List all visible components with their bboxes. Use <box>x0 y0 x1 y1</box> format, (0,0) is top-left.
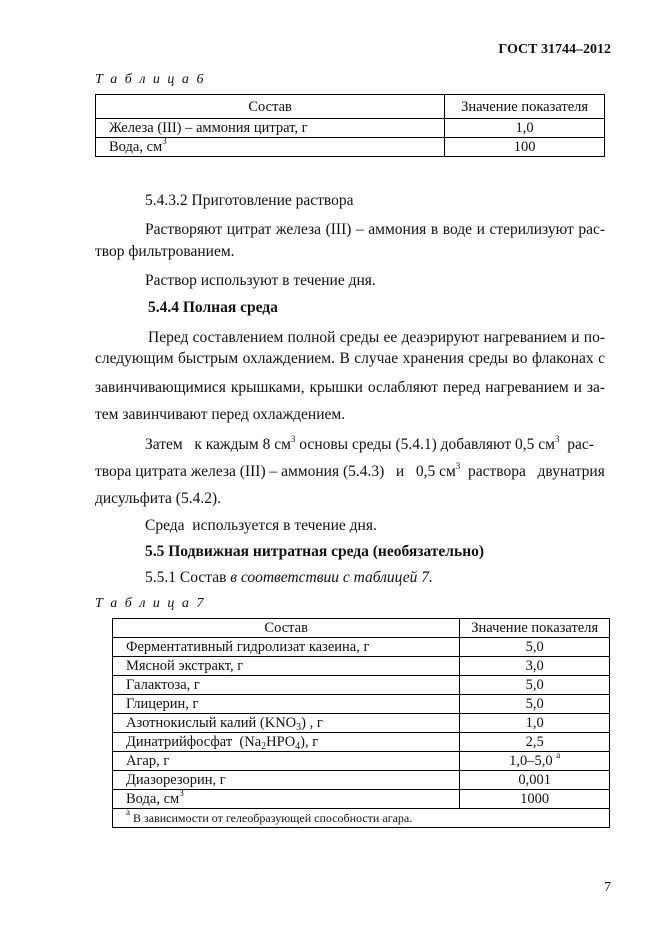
table6-row-name: Железа (III) – аммония цитрат, г <box>96 119 445 138</box>
table7-footnote <box>113 809 610 828</box>
table-row <box>113 790 610 809</box>
table7-row-value: 3,0 <box>460 657 610 676</box>
paragraph-line: Среда используется в течение дня. <box>145 517 377 534</box>
table7-row-value: 5,0 <box>460 676 610 695</box>
table7-row-name: Галактоза, г <box>113 676 460 695</box>
table6-row-name <box>96 138 445 157</box>
paragraph-line: Раствор используют в течение дня. <box>145 272 376 289</box>
text-run: 5.5.1 Состав <box>145 569 231 586</box>
table7-row-value <box>460 752 610 771</box>
table6-header-composition: Состав <box>96 95 445 119</box>
text-run: HPO <box>266 734 296 750</box>
table7-row-name: Диазорезорин, г <box>113 771 460 790</box>
table6-caption <box>95 72 203 88</box>
superscript: 3 <box>179 788 184 798</box>
table-row <box>113 733 610 752</box>
superscript: 3 <box>455 461 461 471</box>
table7 <box>112 618 610 828</box>
superscript: 3 <box>555 434 560 444</box>
table6-header-row <box>96 95 605 119</box>
table-row <box>96 119 605 138</box>
table7-row-value: 5,0 <box>460 638 610 657</box>
page-number: 7 <box>604 880 611 895</box>
paragraph-line: следующим быстрым охлаждением. В случае хранения среды во флаконах с <box>95 350 605 367</box>
table6-row-value: 1,0 <box>445 119 605 138</box>
text-run: Азотнокислый калий (KNO <box>126 715 297 731</box>
text-run: твора цитрата железа (III) – аммония (5.4.3) и 0,5 см <box>95 463 456 480</box>
text-run: Затем к каждым 8 см <box>145 436 291 453</box>
text-run: Вода, см <box>126 791 180 807</box>
paragraph-line: твор фильтрованием. <box>95 243 235 260</box>
section-5-4-4-heading: 5.4.4 Полная среда <box>148 299 278 316</box>
subscript: 3 <box>296 722 302 733</box>
text-run: ), г <box>300 734 319 750</box>
table6-caption-label: Т а б л и ц а <box>95 72 191 87</box>
table-row <box>113 714 610 733</box>
table-row <box>113 771 610 790</box>
table7-row-name: Агар, г <box>113 752 460 771</box>
superscript: 3 <box>162 136 167 146</box>
text-run: рас- <box>559 436 594 453</box>
table7-row-name <box>113 733 460 752</box>
table-row <box>113 695 610 714</box>
table7-row-value: 5,0 <box>460 695 610 714</box>
superscript: 3 <box>290 434 296 444</box>
subscript: 2 <box>261 741 267 752</box>
footnote-marker: а <box>556 750 561 760</box>
table7-row-name: Мясной экстракт, г <box>113 657 460 676</box>
table6-header-value: Значение показателя <box>445 95 605 119</box>
text-run-italic: в соответствии с таблицей 7. <box>230 569 433 586</box>
footnote-text: В зависимости от гелеобразующей способности агара. <box>130 811 413 825</box>
table7-caption <box>95 596 203 612</box>
table7-row-value: 2,5 <box>460 733 610 752</box>
text-run: 1,0–5,0 <box>509 753 553 769</box>
table-row <box>113 752 610 771</box>
table7-row-value: 1,0 <box>460 714 610 733</box>
paragraph-line: Перед составлением полной среды ее деаэрируют нагреванием и по- <box>148 329 605 346</box>
footnote-marker: а <box>126 807 130 817</box>
table-row <box>113 657 610 676</box>
paragraph-line <box>145 435 605 454</box>
table6 <box>95 94 605 157</box>
table7-row-name <box>113 790 460 809</box>
table7-row-name <box>113 714 460 733</box>
table-row <box>96 138 605 157</box>
table7-row-name: Ферментативный гидролизат казеина, г <box>113 638 460 657</box>
paragraph-line: Растворяют цитрат железа (III) – аммония в воде и стерилизуют рас- <box>145 221 605 238</box>
table7-caption-number: 7 <box>196 596 204 611</box>
text-run: основы среды (5.4.1) добавляют 0,5 см <box>295 436 555 453</box>
paragraph-line <box>95 462 605 481</box>
table7-header-row <box>113 619 610 638</box>
table6-caption-number: 6 <box>196 72 204 87</box>
table-row <box>113 676 610 695</box>
table7-header-composition: Состав <box>113 619 460 638</box>
table7-caption-label: Т а б л и ц а <box>95 596 191 611</box>
paragraph-line: завинчивающимися крышками, крышки ослабляют перед нагреванием и за- <box>95 379 605 396</box>
paragraph-line: тем завинчивают перед охлаждением. <box>95 406 346 423</box>
subscript: 4 <box>295 741 301 752</box>
row-name-text: Вода, см <box>109 139 163 155</box>
table6-row-value: 100 <box>445 138 605 157</box>
table7-footnote-row <box>113 809 610 828</box>
paragraph-line: дисульфита (5.4.2). <box>95 490 221 507</box>
table7-header-value: Значение показателя <box>460 619 610 638</box>
table-row <box>113 638 610 657</box>
text-run: ) , г <box>301 715 323 731</box>
table7-row-value: 0,001 <box>460 771 610 790</box>
section-5-5-heading: 5.5 Подвижная нитратная среда (необязательно) <box>145 543 485 560</box>
paragraph-line <box>145 568 433 587</box>
text-run: Динатрийфосфат (Na <box>126 734 262 750</box>
text-run: раствора двунатрия <box>460 463 605 480</box>
table7-row-value: 1000 <box>460 790 610 809</box>
document-standard-number: ГОСТ 31744–2012 <box>498 42 611 57</box>
section-5-4-3-2-heading: 5.4.3.2 Приготовление раствора <box>145 192 354 209</box>
table7-row-name: Глицерин, г <box>113 695 460 714</box>
